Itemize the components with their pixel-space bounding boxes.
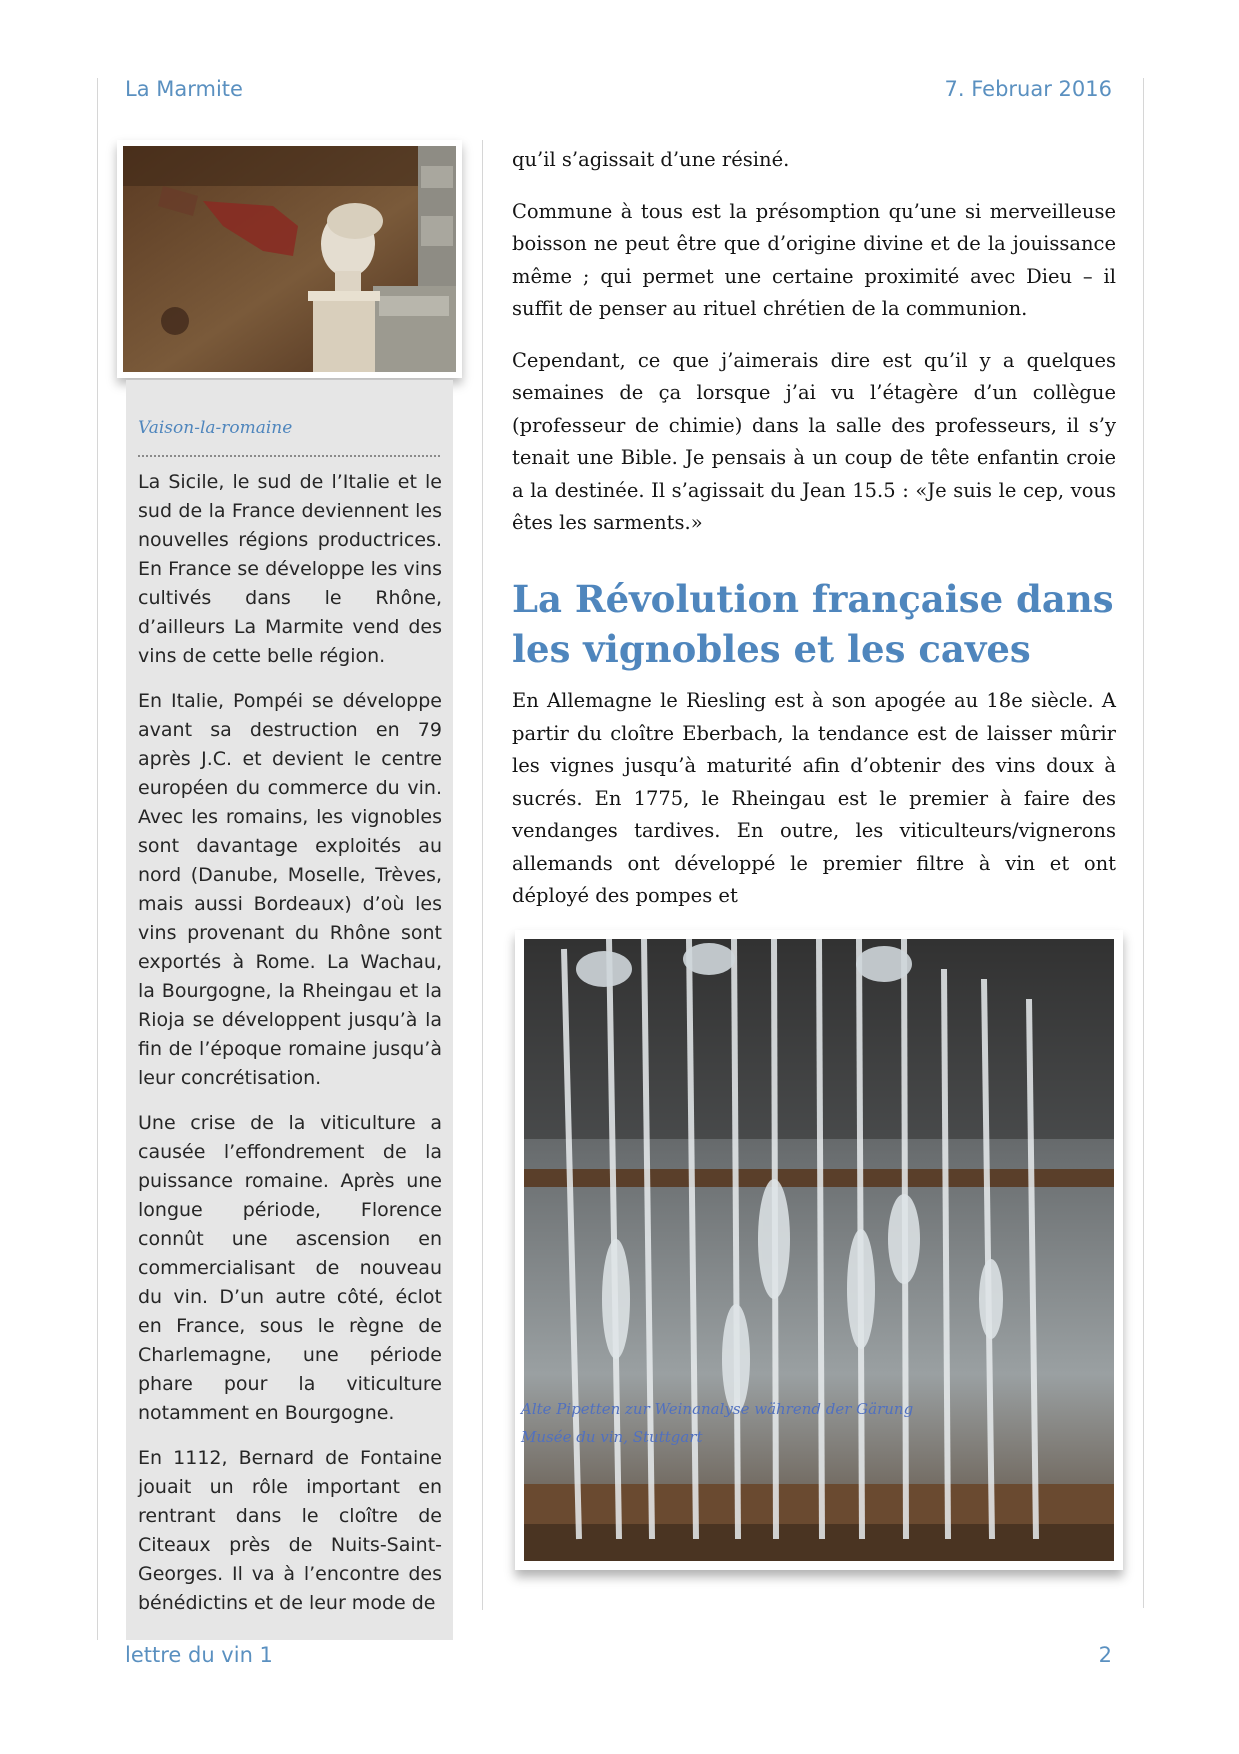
- sidebar-paragraph: En Italie, Pompéi se développe avant sa destruction en 79 après J.C. et devient le centre européen du commerce du vin. Avec les romains, les vignobles sont davantage exploités au nord (Danube, Moselle, Trèves, mais aussi Bordeaux) d’où les vins provenant du Rhône sont exportés à Rome. La Wachau, la Bourgogne, la Rheingau et la Rioja se développent jusqu’à la fin de l’époque romaine jusqu’à leur concrétisation.: [138, 690, 442, 1089]
- header-title: La Marmite: [125, 77, 243, 101]
- section-paragraph: En Allemagne le Riesling est à son apogée au 18e siècle. A partir du cloître Eberbach, la tendance est de laisser mûrir les vignes jusqu’à maturité afin d’obtenir des vins doux à sucrés. En 1775, le Rheingau est le premier à faire des vendanges tardives. En outre, les viticulteurs/vignerons allemands ont développé le premier filtre à vin et ont déployé des pompes et: [512, 689, 1116, 907]
- column-divider: [482, 140, 483, 1610]
- section-text: [512, 685, 1116, 932]
- sidebar-text: [138, 468, 442, 1634]
- main-paragraph: qu’il s’agissait d’une résiné.: [512, 148, 790, 171]
- caption-divider: [138, 455, 440, 457]
- footer-title: lettre du vin 1: [125, 1643, 273, 1667]
- pipettes-image: [524, 939, 1114, 1561]
- main-paragraph: Commune à tous est la présomption qu’une si merveilleuse boisson ne peut être que d’origine divine et de la jouissance même ; qui permet une certaine proximité avec Dieu – il suffit de penser au rituel chrétien de la communion.: [512, 199, 1116, 320]
- section-heading: La Révolution française dans les vignobles et les caves: [512, 577, 1114, 671]
- pipette-photo: [515, 930, 1123, 1570]
- sidebar-paragraph: Une crise de la viticulture a causée l’effondrement de la puissance romaine. Après une longue période, Florence connût une ascension en commercialisant de nouveau du vin. D’un autre côté, éclot en France, sous le règne de Charlemagne, une période phare pour la viticulture notamment en Bourgogne.: [138, 1112, 442, 1424]
- image-caption-line: Musée du vin, Stuttgart: [521, 1428, 703, 1446]
- header-date: 7. Februar 2016: [944, 77, 1112, 101]
- sidebar-paragraph: En 1112, Bernard de Fontaine jouait un rôle important en rentrant dans le cloître de Citeaux près de Nuits-Saint-Georges. Il va à l’encontre des bénédictins et de leur mode de: [138, 1447, 442, 1614]
- roman-bust-image: [123, 146, 456, 372]
- main-text: [512, 144, 1116, 559]
- vaison-photo: [117, 140, 462, 378]
- image-caption-line: Alte Pipetten zur Weinanalyse während der Gärung: [521, 1400, 914, 1418]
- main-paragraph: Cependant, ce que j’aimerais dire est qu’il y a quelques semaines de ça lorsque j’ai vu l’étagère d’un collègue (professeur de chimie) dans la salle des professeurs, il s’y tenait une Bible. Je pensais à un coup de tête enfantin croie a la destinée. Il s’agissait du Jean 15.5 : «Je suis le cep, vous êtes les sarments.»: [512, 348, 1116, 534]
- page-number: 2: [1098, 1643, 1112, 1667]
- photo-caption: Vaison-la-romaine: [138, 418, 293, 438]
- sidebar-paragraph: La Sicile, le sud de l’Italie et le sud de la France deviennent les nouvelles régions productrices. En France se développe les vins cultivés dans le Rhône, d’ailleurs La Marmite vend des vins de cette belle région.: [138, 471, 442, 667]
- left-margin-line: [97, 78, 98, 1640]
- image-caption: [521, 1395, 921, 1451]
- right-margin-line: [1143, 78, 1144, 1608]
